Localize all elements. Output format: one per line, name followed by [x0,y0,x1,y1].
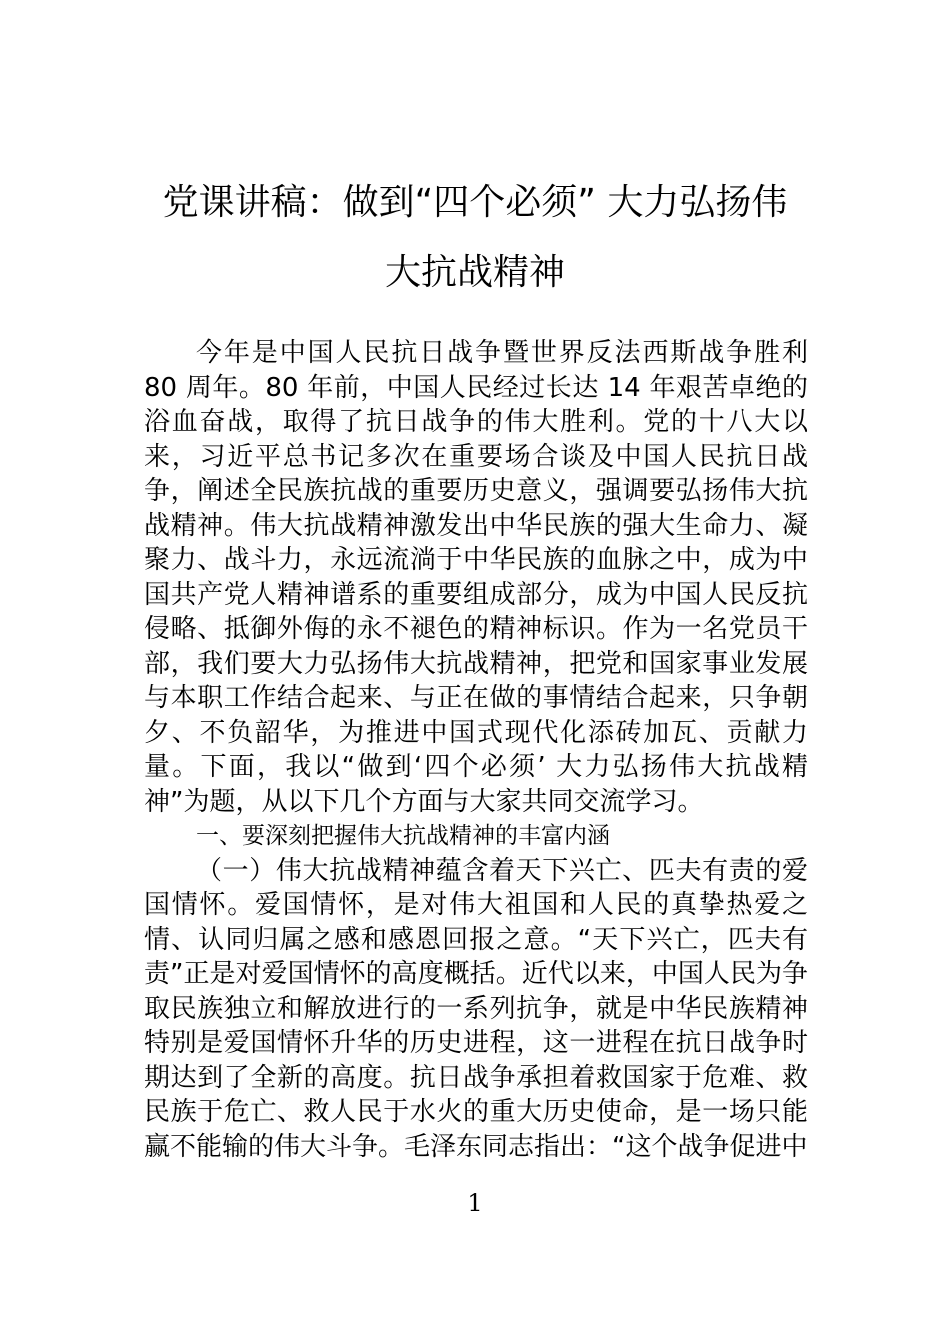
page-number: 1 [467,1189,483,1217]
title-line-1: 党课讲稿：做到“四个必须” 大力弘扬伟 [162,182,788,223]
document-body [144,336,808,1164]
section-heading: 一、要深刻把握伟大抗战精神的丰富内涵 [196,823,610,849]
document-title [140,168,810,308]
subsection-paragraph: （一）伟大抗战精神蕴含着天下兴亡、匹夫有责的爱国情怀。爱国情怀，是对伟大祖国和人民的真挚热爱之情、认同归属之感和感恩回报之意。“天下兴亡，匹夫有责”正是对爱国情怀的高度概括。近代以来，中国人民为争取民族独立和解放进行的一系列抗争，就是中华民族精神特别是爱国情怀升华的历史进程，这一进程在抗日战争时期达到了全新的高度。抗日战争承担着救国家于危难、救民族于危亡、救人民于水火的重大历史使命，是一场只能赢不能输的伟大斗争。毛泽东同志指出：“这个战争促进中 [144,855,808,1162]
title-line-2: 大抗战精神 [384,252,565,293]
intro-paragraph: 今年是中国人民抗日战争暨世界反法西斯战争胜利 80 周年。80 年前，中国人民经过长达 14 年艰苦卓绝的浴血奋战，取得了抗日战争的伟大胜利。党的十八大以来，习近平总书记多次在重要场合谈及中国人民抗日战争，阐述全民族抗战的重要历史意义，强调要弘扬伟大抗战精神。伟大抗战精神激发出中华民族的强大生命力、凝聚力、战斗力，永远流淌于中华民族的血脉之中，成为中国共产党人精神谱系的重要组成部分，成为中国人民反抗侵略、抵御外侮的永不褪色的精神标识。作为一名党员干部，我们要大力弘扬伟大抗战精神，把党和国家事业发展与本职工作结合起来、与正在做的事情结合起来，只争朝夕、不负韶华，为推进中国式现代化添砖加瓦、贡献力量。下面，我以“做到‘四个必须’ 大力弘扬伟大抗战精神”为题，从以下几个方面与大家共同交流学习。 [144,338,808,817]
